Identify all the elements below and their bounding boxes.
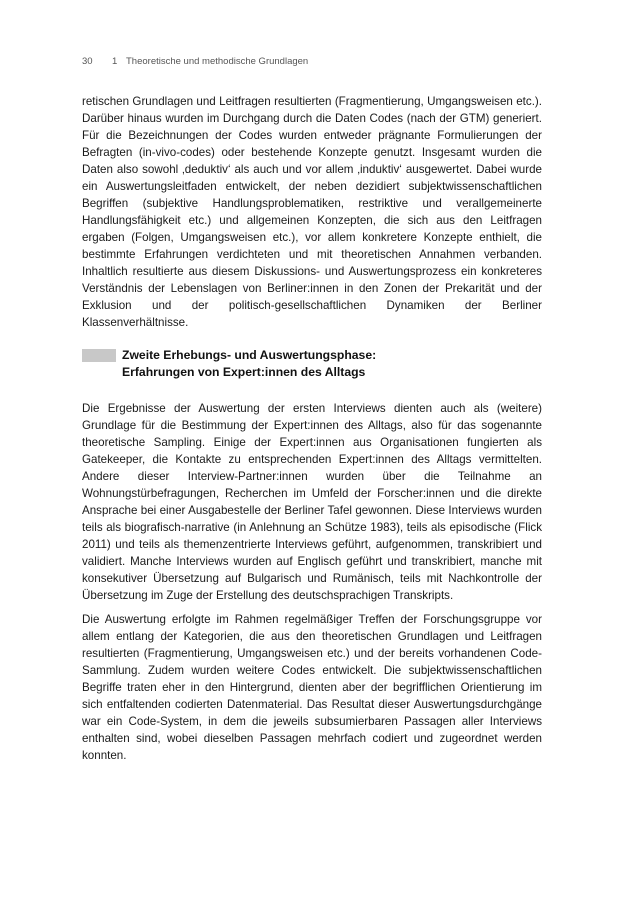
paragraph: Die Ergebnisse der Auswertung der ersten Interviews dienten auch als (weitere) Grundlage für die Bestimmung der Expert:innen des Alltags, also für das sogenannte theoretische Sampling. Einige der Expert:innen aus Organisationen fungierten als Gatekeeper, die Kontakte zu entsprechenden Expert:innen des Alltags vermittelten. Andere dieser Interview-Partner:innen wurden über die Teilnahme an Wohnungstürbefragungen, Recherchen im Umfeld der Forscher:innen und die direkte Ansprache bei einer Ausgabestelle der Berliner Tafel gewonnen. Diese Interviews wurden teils als biografisch-narrative (in Anlehnung an Schütze 1983), teils als episodische (Flick 2011) und teils als themenzentrierte Interviews geführt, aufgenommen, transkribiert und validiert. Manche Interviews wurden auf Englisch geführt und transkribiert, manche mit konsekutiver Übersetzung auf Bulgarisch und Rumänisch, teils mit Nachkontrolle der Übersetzung im Zuge der Erstellung des deutschsprachigen Transkripts. [82, 402, 542, 602]
section-heading [82, 347, 542, 383]
paragraph: Die Auswertung erfolgte im Rahmen regelmäßiger Treffen der Forschungsgruppe vor allem entlang der Kategorien, die aus den theoretischen Grundlagen und Leitfragen resultierten (Fragmentierung, Umgangsweisen etc.) und der bereits vorhandenen Code-Sammlung. Zudem wurden weitere Codes entwickelt. Die subjektwissenschaftlichen Begriffe traten eher in den Hintergrund, dienten aber der begrifflichen Orientierung im sich entfaltenden codierten Datenmaterial. Das Resultat dieser Auswertungsdurchgänge war ein Code-System, in dem die jeweils subsumierbaren Passagen aller Interviews enthalten sind, wobei dieselben Passagen mehrfach codiert und zugeordnet werden konnten. [82, 613, 542, 762]
section-title-line-1: Zweite Erhebungs- und Auswertungsphase: [122, 348, 377, 362]
section-title-line-2: Erfahrungen von Expert:innen des Alltags [122, 365, 366, 379]
running-header [82, 56, 542, 70]
page-number: 30 [82, 56, 93, 67]
chapter-number: 1 [112, 56, 118, 67]
body-text-top [82, 93, 542, 331]
heading-marker-bar [82, 349, 116, 362]
body-text-bottom [82, 400, 542, 764]
paragraph: retischen Grundlagen und Leitfragen resultierten (Fragmentierung, Umgangsweisen etc.). Darüber hinaus wurden im Durchgang durch die Daten Codes (nach der GTM) generiert. Für die Bezeichnungen der Codes wurden entweder prägnante Formulierungen der Befragten (in-vivo-codes) oder bestehende Konzepte genutzt. Insgesamt wurden die Daten also sowohl ‚deduktiv‘ als auch und vor allem ‚induktiv‘ ausgewertet. Dabei wurde ein Auswertungsleitfaden entwickelt, der neben dezidiert subjektwissenschaftlichen Begriffen (subjektive Handlungsproblematiken, restriktive und verallgemeinerte Handlungsfähigkeit etc.) und allgemeinen Konzepten, die sich aus den Leitfragen ergaben (Folgen, Umgangsweisen etc.), vor allem konkretere Konzepte enthielt, die bestimmte Erfahrungen verdichteten und mit theoretischen Annahmen verbanden. Inhaltlich resultierte aus diesem Diskussions- und Auswertungsprozess ein konkreteres Verständnis der Lebenslagen von Berliner:innen in den Zonen der Prekarität und der Exklusion und der politisch-gesellschaftlichen Dynamiken der Berliner Klassenverhältnisse. [82, 95, 542, 329]
chapter-title: Theoretische und methodische Grundlagen [126, 56, 309, 67]
section-title [122, 347, 542, 381]
